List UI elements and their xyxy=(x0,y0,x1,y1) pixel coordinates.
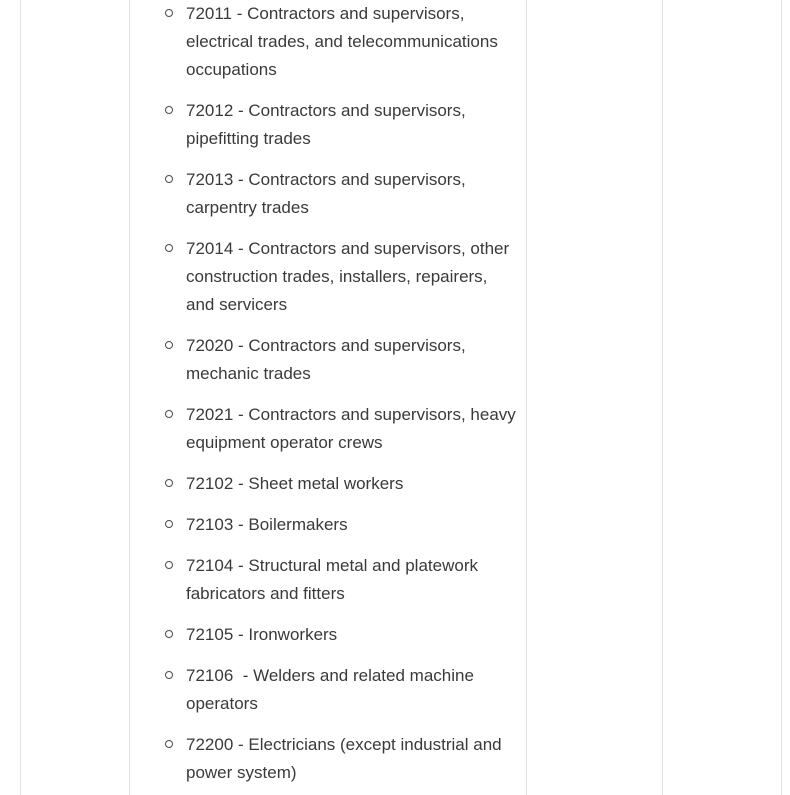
circle-bullet-icon xyxy=(165,9,173,17)
list-item xyxy=(186,401,521,457)
column-divider xyxy=(20,0,21,795)
list-item xyxy=(186,621,516,649)
list-item-text: 72104 - Structural metal and platework fabricators and fitters xyxy=(186,556,483,603)
column-divider xyxy=(129,0,130,795)
list-item xyxy=(186,0,516,84)
circle-bullet-icon xyxy=(165,671,173,679)
list-item-text: 72200 - Electricians (except industrial and power system) xyxy=(186,735,507,782)
circle-bullet-icon xyxy=(165,479,173,487)
circle-bullet-icon xyxy=(165,561,173,569)
list-item xyxy=(186,552,516,608)
column-divider xyxy=(781,0,782,795)
list-item-text: 72105 - Ironworkers xyxy=(186,625,338,644)
list-item xyxy=(186,97,516,153)
circle-bullet-icon xyxy=(165,630,173,638)
column-divider xyxy=(662,0,663,795)
circle-bullet-icon xyxy=(165,410,173,418)
list-item-text: 72102 - Sheet metal workers xyxy=(186,474,404,493)
list-item-text: 72103 - Boilermakers xyxy=(186,515,348,534)
list-item xyxy=(186,235,516,319)
list-item xyxy=(186,662,516,718)
list-item-text: 72014 - Contractors and supervisors, other construction trades, installers, repairers, and servicers xyxy=(186,239,514,314)
circle-bullet-icon xyxy=(165,520,173,528)
list-item xyxy=(186,731,516,787)
list-item xyxy=(186,470,516,498)
list-item-text: 72021 - Contractors and supervisors, heavy equipment operator crews xyxy=(186,405,521,452)
list-item-text: 72106 - Welders and related machine operators xyxy=(186,666,479,713)
list-item-text: 72013 - Contractors and supervisors, carpentry trades xyxy=(186,170,471,217)
circle-bullet-icon xyxy=(165,244,173,252)
column-divider xyxy=(526,0,527,795)
noc-code-list xyxy=(186,0,521,795)
list-item xyxy=(186,511,516,539)
list-item-text: 72011 - Contractors and supervisors, electrical trades, and telecommunications occupations xyxy=(186,4,503,79)
list-item-text: 72020 - Contractors and supervisors, mechanic trades xyxy=(186,336,471,383)
circle-bullet-icon xyxy=(165,341,173,349)
list-item xyxy=(186,332,516,388)
circle-bullet-icon xyxy=(165,175,173,183)
list-item xyxy=(186,166,516,222)
list-item-text: 72012 - Contractors and supervisors, pipefitting trades xyxy=(186,101,471,148)
circle-bullet-icon xyxy=(165,740,173,748)
circle-bullet-icon xyxy=(165,106,173,114)
